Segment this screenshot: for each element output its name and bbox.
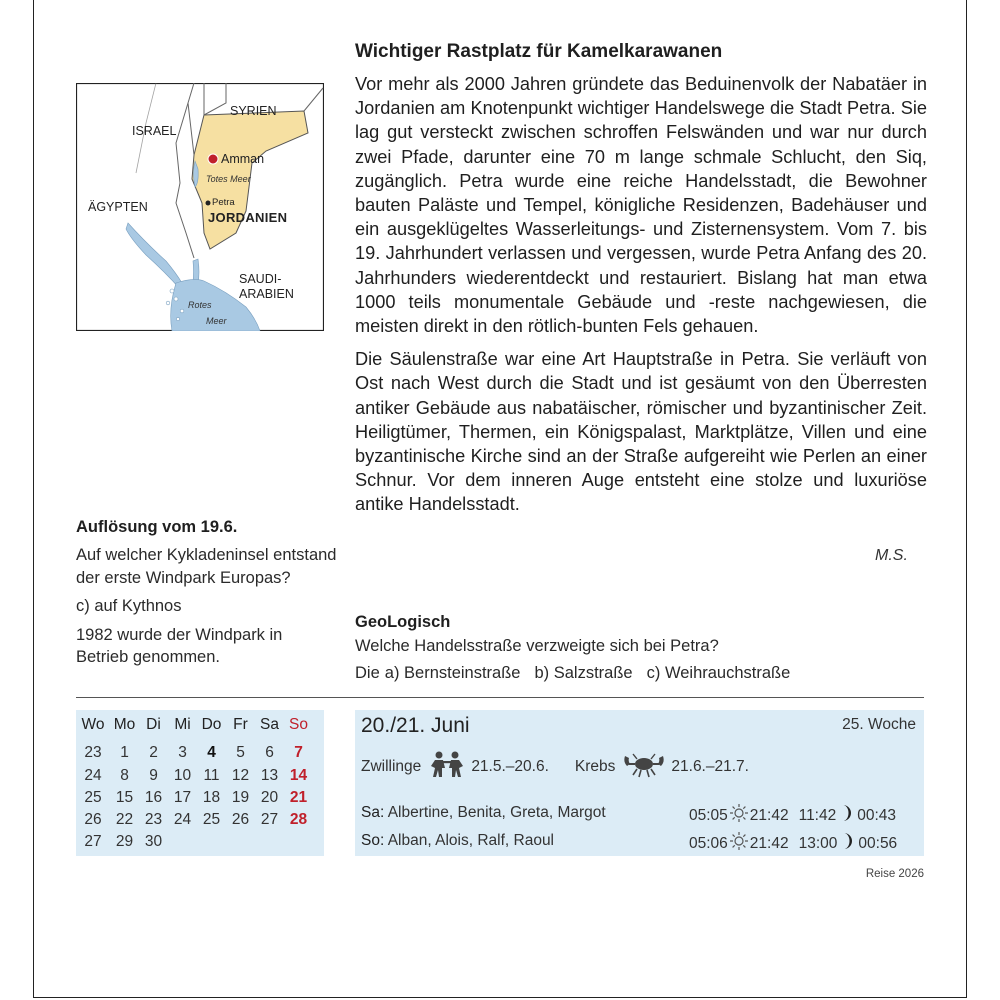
calendar-week-number: 23 bbox=[84, 744, 102, 762]
calendar-header: Do bbox=[201, 716, 222, 733]
jordan-map bbox=[76, 83, 324, 331]
solution-question: Auf welcher Kykladeninsel entstand der erste Windpark Europas? bbox=[76, 546, 337, 587]
quiz-prefix: Die bbox=[355, 664, 380, 682]
calendar-day: 27 bbox=[260, 811, 279, 829]
article-paragraph-1: Vor mehr als 2000 Jahren gründete das Beduinenvolk der Nabatäer in Jordanien am Knotenpunkt wichtiger Handelswege die Stadt Petra. Sie lag gut versteckt zwischen schroffen Felswänden und war nur durch zwei Pfade, darunter eine 70 m lange schmale Schlucht, den Siq, zugänglich. Petra wurde eine reiche Handelsstadt, die Bewohner bauten Paläste und Tempel, königliche Residenzen, Badehäuser und ein ausgeklügeltes Wasserleitungs- und Zisternensystem. Vom 7. bis 19. Jahrhundert verlassen und vergessen, wurde Petra Anfang des 20. Jahrhunders wiederentdeckt und restauriert. Bislang hat man etwa 1000 teils monumentale Gebäude und -reste nachgewiesen, die meisten direkt in den rötlich-bunten Fels gehauen. bbox=[355, 74, 927, 337]
sun-icon bbox=[730, 832, 748, 855]
section-divider bbox=[76, 697, 924, 698]
sa-moonrise: 11:42 bbox=[798, 806, 837, 824]
label-totes-meer: Totes Meer bbox=[206, 174, 251, 184]
calendar-week-row bbox=[76, 809, 324, 831]
quiz-option-b: b) Salzstraße bbox=[534, 664, 633, 682]
zodiac-gemini-name: Zwillinge bbox=[361, 757, 422, 775]
calendar-sunday: 21 bbox=[289, 788, 308, 806]
calendar-day: 23 bbox=[144, 811, 163, 829]
sunday-times bbox=[689, 832, 897, 855]
calendar-day: 10 bbox=[173, 766, 192, 784]
calendar-day: 8 bbox=[120, 766, 129, 784]
gemini-twins-icon bbox=[427, 750, 467, 783]
calendar-day: 3 bbox=[178, 744, 187, 762]
calendar-header: Mo bbox=[113, 716, 136, 733]
calendar-day bbox=[197, 831, 226, 853]
calendar-day bbox=[168, 831, 197, 853]
calendar-day: 26 bbox=[231, 811, 250, 829]
calendar-week-number: 26 bbox=[84, 811, 102, 829]
footer-label: Reise 2026 bbox=[865, 868, 924, 880]
calendar-day: 6 bbox=[265, 744, 274, 762]
calendar-day: 16 bbox=[144, 788, 163, 806]
label-petra: Petra bbox=[212, 197, 235, 208]
solution-box bbox=[76, 516, 338, 675]
cancer-crab-icon bbox=[621, 750, 667, 783]
label-amman: Amman bbox=[221, 152, 265, 166]
saturday-label: Sa: bbox=[361, 804, 385, 821]
sun-icon bbox=[730, 804, 748, 827]
calendar-day: 25 bbox=[202, 811, 221, 829]
article-paragraph-2: Die Säulenstraße war eine Art Hauptstraße in Petra. Sie verläuft von Ost nach West durch die Stadt und ist gesäumt von den Überresten antiker Gebäude aus nabatäischer, römischer und byzantinischer Zeit. Heiligtümer, Thermen, ein Königspalast, Marktplätze, Villen und eine byzantinische Kirche sind an der Straße aufgereiht wie Perlen an einer Schnur. Vor dem inneren Auge entsteht eine stolze und luxuriöse antike Handelsstadt. bbox=[355, 349, 927, 515]
calendar-day: 30 bbox=[144, 833, 163, 851]
calendar-day: 22 bbox=[115, 811, 134, 829]
calendar-week-number: 27 bbox=[84, 833, 102, 851]
solution-note: 1982 wurde der Windpark in Betrieb genommen. bbox=[76, 625, 283, 666]
calendar-header-sunday: So bbox=[289, 716, 308, 733]
solution-title: Auflösung vom 19.6. bbox=[76, 518, 238, 536]
calendar-header: Di bbox=[146, 716, 161, 733]
geologisch-quiz bbox=[355, 611, 925, 687]
quiz-option-c: c) Weihrauchstraße bbox=[646, 664, 791, 682]
so-moonset: 00:56 bbox=[858, 834, 898, 852]
label-aegypten: ÄGYPTEN bbox=[88, 200, 148, 214]
article-author: M.S. bbox=[875, 547, 908, 564]
calendar-header: Wo bbox=[81, 716, 105, 733]
calendar-header: Fr bbox=[233, 716, 248, 733]
calendar-day: 5 bbox=[236, 744, 245, 762]
calendar-day: 15 bbox=[115, 788, 134, 806]
solution-answer: c) auf Kythnos bbox=[76, 597, 182, 615]
label-syrien: SYRIEN bbox=[230, 104, 277, 118]
calendar-day: 19 bbox=[231, 788, 250, 806]
calendar-week-row bbox=[76, 765, 324, 787]
calendar-day: 24 bbox=[173, 811, 192, 829]
label-saudi-1: SAUDI- bbox=[239, 272, 282, 286]
calendar-day bbox=[226, 831, 255, 853]
calendar-day: 4 bbox=[207, 744, 216, 762]
zodiac-line bbox=[361, 750, 749, 783]
saturday-times bbox=[689, 804, 896, 827]
so-sunset: 21:42 bbox=[749, 834, 789, 852]
sa-sunrise: 05:05 bbox=[689, 806, 728, 824]
calendar-day: 18 bbox=[202, 788, 221, 806]
moon-icon bbox=[843, 833, 853, 854]
day-date: 20./21. Juni bbox=[361, 714, 470, 737]
calendar-week-number: 24 bbox=[84, 766, 102, 784]
calendar-week-number: 25 bbox=[84, 788, 102, 806]
calendar-week-row bbox=[76, 831, 324, 853]
sunday-line bbox=[361, 832, 898, 852]
zodiac-cancer-range: 21.6.–21.7. bbox=[671, 757, 749, 775]
label-israel: ISRAEL bbox=[132, 124, 177, 138]
quiz-title: GeoLogisch bbox=[355, 613, 451, 631]
article bbox=[355, 40, 927, 526]
calendar-day: 11 bbox=[203, 766, 220, 784]
calendar-header: Mi bbox=[174, 716, 191, 733]
sa-moonset: 00:43 bbox=[857, 806, 897, 824]
sunday-label: So: bbox=[361, 832, 385, 849]
calendar-day: 12 bbox=[231, 766, 250, 784]
zodiac-gemini-range: 21.5.–20.6. bbox=[471, 757, 549, 775]
calendar-day: 29 bbox=[115, 833, 134, 851]
month-calendar bbox=[76, 710, 324, 856]
calendar-rows bbox=[76, 742, 324, 853]
amman-capital-marker bbox=[208, 154, 218, 164]
petra-marker bbox=[206, 201, 211, 206]
day-info-box bbox=[355, 710, 924, 856]
calendar-week-row bbox=[76, 742, 324, 764]
quiz-options bbox=[355, 660, 925, 687]
label-jordanien: JORDANIEN bbox=[208, 210, 288, 225]
calendar-day: 20 bbox=[260, 788, 279, 806]
calendar-day: 9 bbox=[149, 766, 158, 784]
calendar-header-row bbox=[76, 714, 324, 736]
article-title: Wichtiger Rastplatz für Kamelkarawanen bbox=[355, 41, 723, 62]
moon-icon bbox=[842, 805, 852, 826]
label-rotes: Rotes bbox=[188, 300, 212, 310]
label-saudi-2: ARABIEN bbox=[239, 287, 294, 301]
calendar-day bbox=[255, 831, 284, 853]
calendar-week-row bbox=[76, 787, 324, 809]
calendar-day: 1 bbox=[120, 744, 129, 762]
so-sunrise: 05:06 bbox=[689, 834, 728, 852]
calendar-day: 2 bbox=[149, 744, 158, 762]
calendar-day: 13 bbox=[260, 766, 279, 784]
sa-sunset: 21:42 bbox=[749, 806, 789, 824]
label-meer: Meer bbox=[206, 316, 227, 326]
quiz-option-a: a) Bernsteinstraße bbox=[384, 664, 521, 682]
calendar-sunday bbox=[284, 831, 313, 853]
calendar-sunday: 14 bbox=[289, 766, 308, 784]
calendar-sunday: 7 bbox=[294, 744, 303, 762]
calendar-header: Sa bbox=[260, 716, 279, 733]
calendar-sunday: 28 bbox=[289, 811, 308, 829]
saturday-line bbox=[361, 804, 897, 824]
sunday-names: Alban, Alois, Ralf, Raoul bbox=[387, 832, 555, 849]
week-number: 25. Woche bbox=[842, 716, 916, 733]
zodiac-cancer-name: Krebs bbox=[574, 757, 616, 775]
saturday-names: Albertine, Benita, Greta, Margot bbox=[387, 804, 606, 821]
quiz-question: Welche Handelsstraße verzweigte sich bei Petra? bbox=[355, 637, 719, 655]
so-moonrise: 13:00 bbox=[798, 834, 838, 852]
calendar-day: 17 bbox=[173, 788, 192, 806]
